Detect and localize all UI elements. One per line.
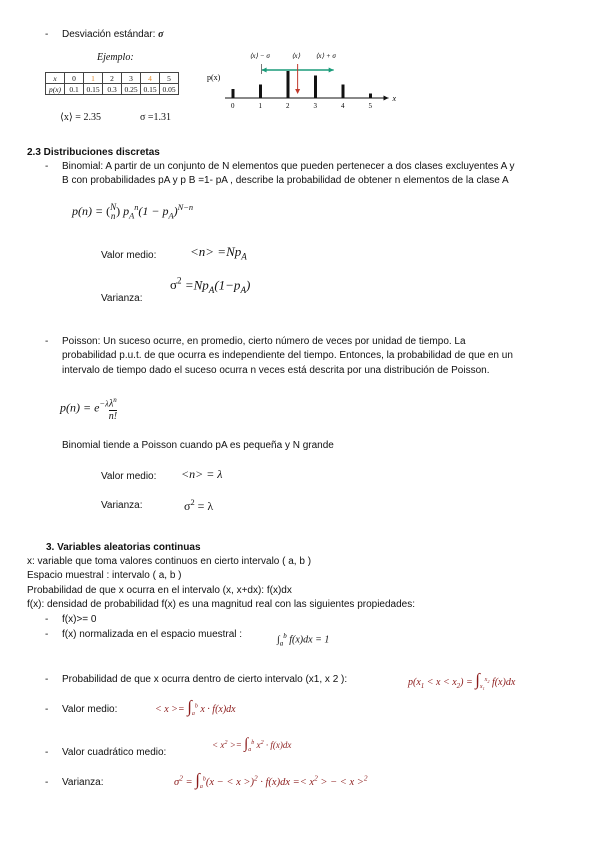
poisson-line3: intervalo de tiempo dado el suceso ocurra n veces está descrita por una distribución de Poisson. bbox=[62, 365, 490, 376]
interval-probability-formula: $p(x_1 < x < x_2) = \int_{x_1}^{x_2}$ f(x)dx bbox=[408, 670, 516, 692]
chart-annotation-mean: ⟨x⟩ bbox=[291, 52, 301, 60]
desviacion-heading: - Desviación estándar: σ bbox=[62, 28, 164, 41]
chart-x-axis-arrow bbox=[384, 96, 389, 101]
chart-bar bbox=[259, 85, 262, 99]
chart-annotation-lower: ⟨x⟩ − σ bbox=[249, 52, 270, 60]
property-bullet-3: - Probabilidad de que x ocurra dentro de cierto intervalo (x1, x 2 ): bbox=[62, 673, 347, 686]
binomial-variance-formula: $\sigma^2 =Np_A(1-p_A)$ bbox=[170, 276, 251, 295]
normalization-formula: $\int_a^b$ f(x)dx = 1 bbox=[277, 632, 330, 648]
poisson-variance-formula: $\sigma^2 = \lambda$ bbox=[184, 498, 214, 513]
poisson-line2: probabilidad p.u.t. de que ocurra es independiente del tiempo. Entonces, la probabilidad de que en un bbox=[62, 350, 513, 361]
binomial-line1: - Binomial: A partir de un conjunto de N elementos que pueden pertenecer a dos clases excluyentes A y bbox=[62, 160, 515, 173]
binomial-tiende-text: Binomial tiende a Poisson cuando pA es pequeña y N grande bbox=[62, 440, 334, 451]
property-bullet-4: - Valor medio: bbox=[62, 703, 117, 716]
chart-tick-label: 5 bbox=[368, 102, 372, 110]
sigma-symbol: σ bbox=[158, 29, 164, 40]
poisson-varianza-label: Varianza: bbox=[101, 500, 143, 511]
chart-sigma-range-left-arrow bbox=[262, 68, 267, 73]
probability-bar-chart bbox=[205, 48, 395, 113]
continuous-variance-formula: $\sigma^2 = \int_a^b(x$ − < $x >)^2 \cdot f(x)dx =< x^2$ > − < x >$^2$ bbox=[174, 770, 368, 791]
chart-bar bbox=[314, 76, 317, 99]
chart-sigma-range-right-arrow bbox=[329, 68, 334, 73]
poisson-line1: - Poisson: Un suceso ocurre, en promedio, cierto número de veces por unidad de tiempo. La bbox=[62, 335, 466, 348]
chart-tick-label: 2 bbox=[286, 102, 290, 110]
ejemplo-sigma: σ =1.31 bbox=[140, 112, 172, 123]
chart-ylabel: p(x) bbox=[207, 73, 221, 82]
ejemplo-table bbox=[45, 72, 179, 95]
poisson-mean-formula: <n> = λ bbox=[181, 467, 223, 481]
binomial-line2: B con probabilidades pA y p B =1- pA , describe la probabilidad de obtener n elementos de la clase A bbox=[62, 175, 509, 186]
ejemplo-mean: ⟨x⟩ = 2.35 bbox=[60, 112, 101, 123]
chart-bar bbox=[369, 94, 372, 99]
section3-line2: Espacio muestral : intervalo ( a, b ) bbox=[27, 570, 182, 581]
property-bullet-2: - f(x) normalizada en el espacio muestral : bbox=[62, 628, 242, 641]
binomial-valor-medio-label: Valor medio: bbox=[101, 250, 157, 261]
chart-tick-label: 4 bbox=[341, 102, 345, 110]
section3-line1: x: variable que toma valores continuos en cierto intervalo ( a, b ) bbox=[27, 556, 312, 567]
section-3-title: 3. Variables aleatorias continuas bbox=[46, 542, 201, 553]
section3-line4: f(x): densidad de probabilidad f(x) es una magnitud real con las siguientes propiedades: bbox=[27, 599, 416, 610]
chart-bar bbox=[287, 71, 290, 98]
chart-bar bbox=[232, 89, 235, 98]
binomial-varianza-label: Varianza: bbox=[101, 293, 143, 304]
poisson-formula: $p(n) = e^{-\lambda}$ $\lambda^n$ n! bbox=[60, 396, 118, 423]
section3-line3: Probabilidad de que x ocurra en el intervalo (x, x+dx): f(x)dx bbox=[27, 585, 292, 596]
chart-x-axis-label: x bbox=[392, 94, 397, 103]
property-bullet-5: - Valor cuadrático medio: bbox=[62, 746, 166, 759]
binomial-formula: p(n) = (N n) $p_A^n(1 - p_A)^{N-n}$ bbox=[72, 202, 194, 222]
property-bullet-6: - Varianza: bbox=[62, 776, 104, 789]
chart-tick-label: 1 bbox=[258, 102, 262, 110]
ejemplo-title: Ejemplo: bbox=[97, 52, 134, 63]
chart-mean-arrow bbox=[295, 89, 300, 94]
chart-tick-label: 0 bbox=[231, 102, 235, 110]
chart-bar bbox=[342, 85, 345, 99]
poisson-valor-medio-label: Valor medio: bbox=[101, 471, 157, 482]
table-row: p(x) 0.1 0.15 0.3 0.25 0.15 0.05 bbox=[46, 84, 179, 95]
chart-annotation-upper: ⟨x⟩ + σ bbox=[315, 52, 336, 60]
table-row: x 0 1 2 3 4 5 bbox=[46, 73, 179, 84]
mean-square-formula: < $x^2 >= \int_a^b$ $x^2 \cdot f(x)dx$ bbox=[212, 736, 292, 753]
section-2-3-title: 2.3 Distribuciones discretas bbox=[27, 147, 160, 158]
continuous-mean-formula: < $x >= \int_a^b$ x · f(x)dx bbox=[155, 697, 236, 717]
property-bullet-1: - f(x)>= 0 bbox=[62, 613, 96, 626]
binomial-mean-formula: $<n> =Np_A$ bbox=[190, 244, 247, 262]
chart-tick-label: 3 bbox=[313, 102, 317, 110]
